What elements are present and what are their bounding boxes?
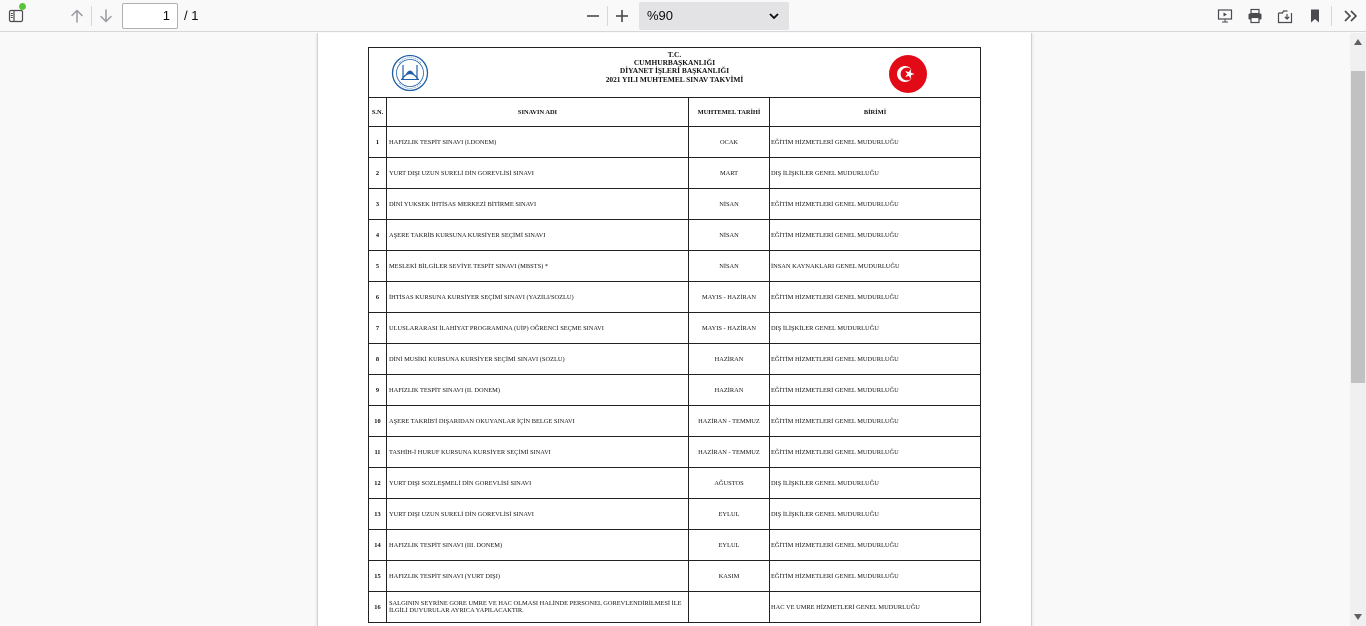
column-header-sn: S.N. bbox=[369, 98, 387, 127]
row-sn-cell: 1 bbox=[369, 127, 387, 158]
row-date-cell: MAYIS - HAZİRAN bbox=[689, 282, 770, 313]
zoom-in-button[interactable] bbox=[609, 3, 635, 29]
arrow-down-icon bbox=[98, 8, 114, 24]
row-name-cell: AŞERE TAKRİB KURSUNA KURSİYER SEÇİMİ SINAVI bbox=[387, 220, 689, 251]
row-name-cell: YURT DIŞI SOZLEŞMELİ DİN GOREVLİSİ SINAVI bbox=[387, 468, 689, 499]
print-button[interactable] bbox=[1242, 3, 1268, 29]
row-date-cell: OCAK bbox=[689, 127, 770, 158]
chevron-down-icon bbox=[768, 11, 780, 21]
exam-calendar-table bbox=[368, 47, 981, 623]
table-row bbox=[369, 282, 981, 313]
row-unit-cell: EĞİTİM HİZMETLERİ GENEL MUDURLUĞU bbox=[770, 189, 981, 220]
row-sn-cell: 4 bbox=[369, 220, 387, 251]
turkish-flag-icon bbox=[889, 55, 927, 93]
table-row bbox=[369, 592, 981, 623]
row-sn-cell: 11 bbox=[369, 437, 387, 468]
row-sn-cell: 12 bbox=[369, 468, 387, 499]
row-unit-cell: EĞİTİM HİZMETLERİ GENEL MUDURLUĞU bbox=[770, 561, 981, 592]
row-date-cell: EYLUL bbox=[689, 499, 770, 530]
sidebar-toggle-icon bbox=[8, 8, 24, 24]
row-unit-cell: DIŞ İLİŞKİLER GENEL MUDURLUĞU bbox=[770, 499, 981, 530]
row-name-cell: SALGININ SEYRİNE GORE UMRE VE HAC OLMASI HALİNDE PERSONEL GOREVLENDİRİLMESİ İLE İLGİLİ DUYURULAR AYRICA YAPILACAKTIR. bbox=[387, 592, 689, 623]
vertical-scrollbar[interactable] bbox=[1350, 33, 1366, 626]
row-name-cell: YURT DIŞI UZUN SURELİ DİN GOREVLİSİ SINAVI bbox=[387, 499, 689, 530]
row-name-cell: YURT DIŞI UZUN SURELİ DİN GOREVLİSİ SINAVI bbox=[387, 158, 689, 189]
row-date-cell: HAZİRAN - TEMMUZ bbox=[689, 437, 770, 468]
table-row bbox=[369, 158, 981, 189]
arrow-up-icon bbox=[69, 8, 85, 24]
row-sn-cell: 3 bbox=[369, 189, 387, 220]
row-sn-cell: 10 bbox=[369, 406, 387, 437]
row-date-cell: KASIM bbox=[689, 561, 770, 592]
row-date-cell: NİSAN bbox=[689, 251, 770, 282]
row-date-cell: HAZİRAN bbox=[689, 344, 770, 375]
more-tools-button[interactable] bbox=[1337, 3, 1363, 29]
row-sn-cell: 7 bbox=[369, 313, 387, 344]
table-row bbox=[369, 406, 981, 437]
header-line: T.C. bbox=[667, 50, 682, 59]
exam-calendar-document bbox=[368, 47, 980, 623]
header-line: CUMHURBAŞKANLIĞI bbox=[633, 58, 716, 68]
table-row bbox=[369, 561, 981, 592]
row-unit-cell: EĞİTİM HİZMETLERİ GENEL MUDURLUĞU bbox=[770, 406, 981, 437]
table-row bbox=[369, 344, 981, 375]
row-unit-cell: EĞİTİM HİZMETLERİ GENEL MUDURLUĞU bbox=[770, 437, 981, 468]
print-icon bbox=[1247, 8, 1263, 24]
row-unit-cell: DIŞ İLİŞKİLER GENEL MUDURLUĞU bbox=[770, 468, 981, 499]
table-row bbox=[369, 468, 981, 499]
row-unit-cell: EĞİTİM HİZMETLERİ GENEL MUDURLUĞU bbox=[770, 530, 981, 561]
bookmark-icon bbox=[1307, 8, 1323, 24]
row-sn-cell: 6 bbox=[369, 282, 387, 313]
column-header-row bbox=[369, 98, 981, 127]
row-date-cell: AĞUSTOS bbox=[689, 468, 770, 499]
column-header-unit: BİRİMİ bbox=[770, 98, 981, 127]
presentation-mode-button[interactable] bbox=[1212, 3, 1238, 29]
row-name-cell: MESLEKİ BİLGİLER SEVİYE TESPİT SINAVI (MBSTS) * bbox=[387, 251, 689, 282]
document-viewer[interactable] bbox=[0, 33, 1350, 626]
row-name-cell: HAFIZLIK TESPİT SINAVI (II. DONEM) bbox=[387, 375, 689, 406]
table-row bbox=[369, 530, 981, 561]
row-unit-cell: EĞİTİM HİZMETLERİ GENEL MUDURLUĞU bbox=[770, 344, 981, 375]
row-sn-cell: 9 bbox=[369, 375, 387, 406]
page-count: / 1 bbox=[184, 8, 199, 23]
row-name-cell: AŞERE TAKRİB'İ DIŞARIDAN OKUYANLAR İÇİN BELGE SINAVI bbox=[387, 406, 689, 437]
table-row bbox=[369, 437, 981, 468]
header-line: DİYANET İŞLERİ BAŞKANLIĞI bbox=[619, 66, 730, 76]
row-name-cell: HAFIZLIK TESPİT SINAVI (III. DONEM) bbox=[387, 530, 689, 561]
row-sn-cell: 2 bbox=[369, 158, 387, 189]
row-unit-cell: EĞİTİM HİZMETLERİ GENEL MUDURLUĞU bbox=[770, 282, 981, 313]
zoom-select[interactable] bbox=[639, 2, 789, 30]
header-line: 2021 YILI MUHTEMEL SINAV TAKVİMİ bbox=[605, 74, 744, 84]
scrollbar-thumb[interactable] bbox=[1351, 71, 1365, 383]
column-header-name: SINAVIN ADI bbox=[387, 98, 689, 127]
scroll-down-button[interactable] bbox=[1350, 610, 1366, 624]
triangle-down-icon bbox=[1354, 614, 1362, 620]
row-unit-cell: DIŞ İLİŞKİLER GENEL MUDURLUĞU bbox=[770, 158, 981, 189]
row-unit-cell: EĞİTİM HİZMETLERİ GENEL MUDURLUĞU bbox=[770, 220, 981, 251]
bookmark-button[interactable] bbox=[1302, 3, 1328, 29]
row-unit-cell: DIŞ İLİŞKİLER GENEL MUDURLUĞU bbox=[770, 313, 981, 344]
presentation-icon bbox=[1217, 8, 1233, 24]
row-name-cell: DİNİ MUSİKİ KURSUNA KURSİYER SEÇİMİ SINAVI (SOZLU) bbox=[387, 344, 689, 375]
pdf-page bbox=[317, 33, 1032, 626]
row-unit-cell: EĞİTİM HİZMETLERİ GENEL MUDURLUĞU bbox=[770, 127, 981, 158]
table-row bbox=[369, 127, 981, 158]
save-button[interactable] bbox=[1272, 3, 1298, 29]
row-name-cell: İHTİSAS KURSUNA KURSİYER SEÇİMİ SINAVI (YAZILI/SOZLU) bbox=[387, 282, 689, 313]
zoom-out-button[interactable] bbox=[580, 3, 606, 29]
table-row bbox=[369, 313, 981, 344]
row-sn-cell: 16 bbox=[369, 592, 387, 623]
row-date-cell bbox=[689, 592, 770, 623]
row-unit-cell: İNSAN KAYNAKLARI GENEL MUDURLUĞU bbox=[770, 251, 981, 282]
row-name-cell: TASHİH-İ HURUF KURSUNA KURSİYER SEÇİMİ SINAVI bbox=[387, 437, 689, 468]
toolbar-separator bbox=[607, 6, 608, 26]
row-sn-cell: 13 bbox=[369, 499, 387, 530]
column-header-date: MUHTEMEL TARİHİ bbox=[689, 98, 770, 127]
table-row bbox=[369, 189, 981, 220]
row-date-cell: MAYIS - HAZİRAN bbox=[689, 313, 770, 344]
exam-rows bbox=[369, 127, 981, 623]
table-row bbox=[369, 375, 981, 406]
table-row bbox=[369, 499, 981, 530]
more-tools-icon bbox=[1342, 8, 1358, 24]
row-date-cell: EYLUL bbox=[689, 530, 770, 561]
row-unit-cell: HAC VE UMRE HİZMETLERİ GENEL MUDURLUĞU bbox=[770, 592, 981, 623]
toolbar-separator bbox=[1331, 6, 1332, 26]
document-header-row bbox=[369, 48, 981, 98]
row-sn-cell: 5 bbox=[369, 251, 387, 282]
table-row bbox=[369, 220, 981, 251]
pdf-toolbar bbox=[0, 0, 1366, 32]
row-sn-cell: 15 bbox=[369, 561, 387, 592]
row-sn-cell: 14 bbox=[369, 530, 387, 561]
row-date-cell: HAZİRAN bbox=[689, 375, 770, 406]
row-name-cell: HAFIZLIK TESPİT SINAVI (I.DONEM) bbox=[387, 127, 689, 158]
row-date-cell: NİSAN bbox=[689, 220, 770, 251]
row-name-cell: HAFIZLIK TESPİT SINAVI (YURT DIŞI) bbox=[387, 561, 689, 592]
save-icon bbox=[1277, 8, 1293, 24]
triangle-up-icon bbox=[1354, 39, 1362, 45]
row-unit-cell: EĞİTİM HİZMETLERİ GENEL MUDURLUĞU bbox=[770, 375, 981, 406]
page-number-input[interactable]: 1 bbox=[122, 3, 178, 29]
previous-page-button[interactable] bbox=[64, 3, 90, 29]
zoom-in-icon bbox=[614, 8, 630, 24]
row-name-cell: DİNİ YUKSEK İHTİSAS MERKEZİ BİTİRME SINAVI bbox=[387, 189, 689, 220]
row-name-cell: ULUSLARARASI İLAHİYAT PROGRAMINA (UİP) OĞRENCİ SEÇME SINAVI bbox=[387, 313, 689, 344]
status-dot bbox=[19, 3, 26, 10]
scroll-up-button[interactable] bbox=[1350, 35, 1366, 49]
zoom-value: %90 bbox=[647, 8, 674, 23]
table-row bbox=[369, 251, 981, 282]
next-page-button[interactable] bbox=[93, 3, 119, 29]
row-date-cell: HAZİRAN - TEMMUZ bbox=[689, 406, 770, 437]
zoom-out-icon bbox=[585, 8, 601, 24]
row-sn-cell: 8 bbox=[369, 344, 387, 375]
row-date-cell: MART bbox=[689, 158, 770, 189]
document-header bbox=[369, 48, 981, 98]
row-date-cell: NİSAN bbox=[689, 189, 770, 220]
toolbar-separator bbox=[91, 6, 92, 26]
